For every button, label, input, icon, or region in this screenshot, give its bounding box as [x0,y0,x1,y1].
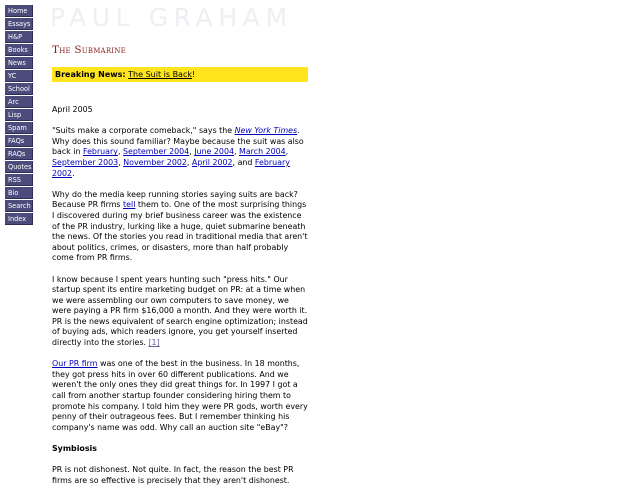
text: , [118,157,124,167]
date-link[interactable]: February 2002 [52,157,290,178]
tell-link[interactable]: tell [123,200,136,210]
nav-yc[interactable]: YC [5,70,33,82]
site-banner-logo: PAUL GRAHAM [50,3,293,32]
text: I know because I spent years hunting such "press hits." Our startup spent its entire marketing budget on PR: at a time when we were assembling our own computers to save money, we were paying a PR firm $16,000 a month. And they were worth it. PR is the news equivalent of search engine optimization; instead of buying ads, which readers ignore, you get yourself inserted directly into the stories. [52,274,308,348]
nav-quotes[interactable]: Quotes [5,161,33,173]
date-link[interactable]: September 2003 [52,157,119,167]
text: , [189,147,195,157]
nav-arc[interactable]: Arc [5,96,33,108]
nav-faqs[interactable]: FAQs [5,135,33,147]
text: , [234,147,240,157]
nav-bio[interactable]: Bio [5,187,33,199]
paragraph [52,359,310,433]
text: , [117,147,123,157]
news-label: Breaking News: [55,70,126,79]
nyt-link[interactable]: New York Times [234,126,298,136]
sidebar-nav [5,5,33,226]
section-heading: Symbiosis [52,444,97,453]
breaking-news-bar [52,67,308,82]
nav-search[interactable]: Search [5,200,33,212]
footnote-link[interactable]: [1] [148,338,160,348]
nav-hp[interactable]: H&P [5,31,33,43]
text: "Suits make a corporate comeback," says the [52,126,235,136]
date: April 2005 [52,105,93,114]
news-tail: ! [191,70,196,79]
nav-spam[interactable]: Spam [5,122,33,134]
article-body [52,105,310,497]
paragraph [52,275,310,349]
news-link[interactable]: The Suit is Back [128,70,192,79]
date-link[interactable]: June 2004 [194,147,234,157]
date-link[interactable]: March 2004 [239,147,286,157]
text: , [186,157,192,167]
paragraph [52,190,310,264]
text: Why do the media keep running stories saying suits are back? Because PR firms [52,189,298,210]
date-link[interactable]: February [82,147,118,157]
page-title: The Submarine [52,44,126,56]
nav-lisp[interactable]: Lisp [5,109,33,121]
nav-index[interactable]: Index [5,213,33,225]
text: . Why does this sound familiar? Maybe because the suit was also back in [52,126,304,157]
nav-news[interactable]: News [5,57,33,69]
nav-raqs[interactable]: RAQs [5,148,33,160]
date-link[interactable]: September 2004 [122,147,190,157]
nav-rss[interactable]: RSS [5,174,33,186]
pr-firm-link[interactable]: Our PR firm [52,359,98,369]
paragraph: PR is not dishonest. Not quite. In fact, the reason the best PR firms are so effective is precisely that they aren't dishonest. [52,465,294,485]
nav-home[interactable]: Home [5,5,33,17]
text: was one of the best in the business. In 18 months, they got press hits in over 60 different publications. And we weren't the only ones they did great things for. In 1997 I got a call from another startup founder considering hiring them to promote his company. I told him they were PR gods, worth every penny of their outrageous fees. But I remember thinking his company's name was odd. Why call an auction site "eBay"? [52,359,308,432]
text: . [72,168,75,178]
nav-books[interactable]: Books [5,44,33,56]
date-link[interactable]: April 2002 [191,157,233,167]
date-link[interactable]: November 2002 [123,157,187,167]
text: , [285,147,289,157]
text: , and [232,157,255,167]
nav-essays[interactable]: Essays [5,18,33,30]
paragraph [52,126,310,179]
nav-school[interactable]: School [5,83,33,95]
text: them to. One of the most surprising things I discovered during my brief business career was the existence of the PR industry, lurking like a huge, quiet submarine beneath the news. Of the stories you read in traditional media that aren't about politics, crimes, or disasters, more than half probably come from PR firms. [52,200,308,263]
